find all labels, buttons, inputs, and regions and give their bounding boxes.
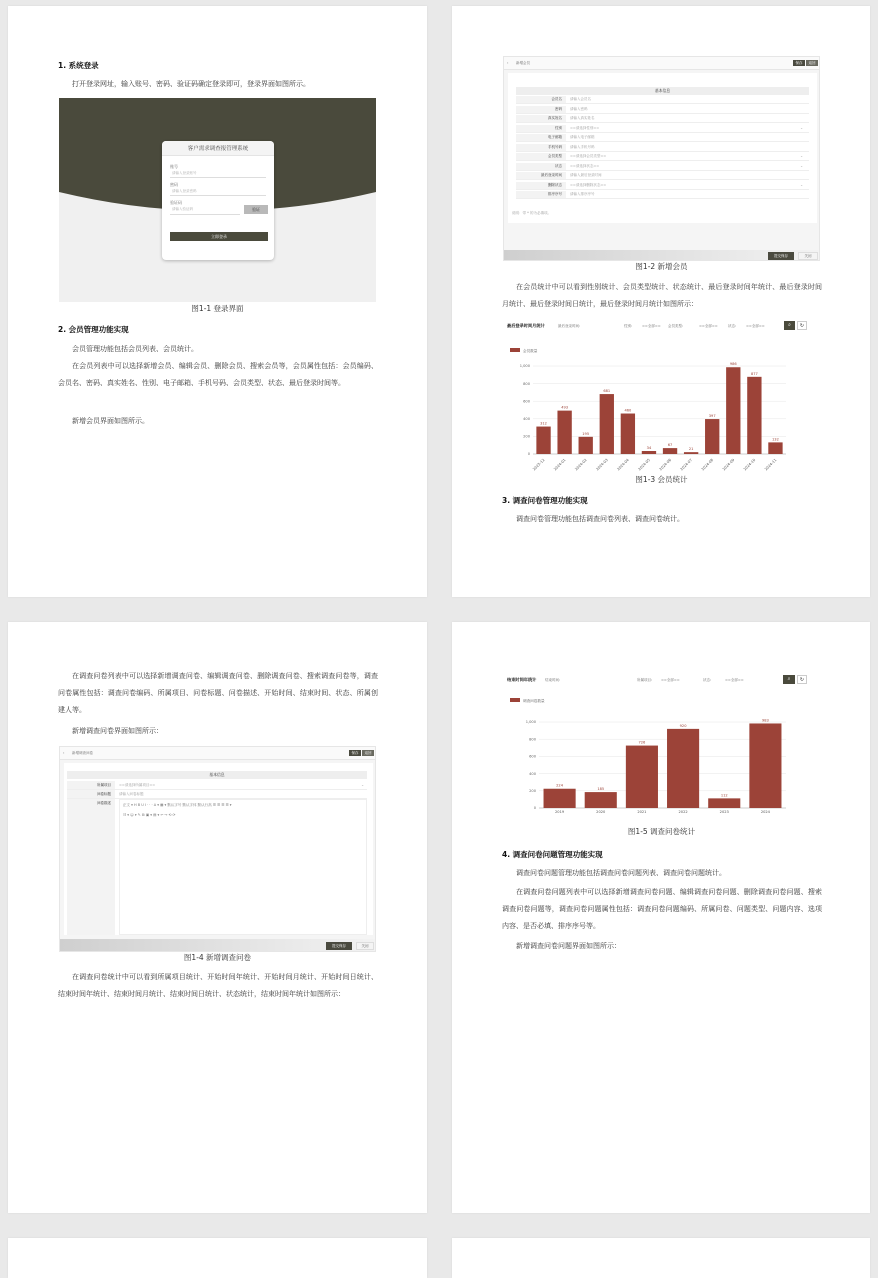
y-tick-label: 400 — [523, 417, 530, 421]
y-tick-label: 600 — [529, 754, 536, 759]
form-row[interactable] — [516, 125, 809, 133]
figure-caption: 图1-1 登录界面 — [191, 304, 244, 313]
x-tick-label: 2024-02 — [574, 458, 588, 472]
save-button[interactable]: 保存 — [349, 750, 361, 756]
form-row-input[interactable]: ==请选择状态== — [570, 163, 600, 168]
login-card — [162, 141, 274, 260]
save-button[interactable]: 保存 — [793, 60, 805, 66]
y-tick-label: 1,000 — [519, 364, 530, 369]
form-row-label: 电子邮箱 — [516, 134, 566, 141]
type-filter-select[interactable]: ==全部== — [699, 324, 718, 328]
member-stats-chart-panel — [503, 320, 820, 472]
chevron-down-icon: ⌄ — [800, 163, 803, 168]
bar — [626, 746, 658, 808]
x-tick-label: 2023-12 — [532, 458, 546, 472]
date-filter-input[interactable] — [581, 322, 619, 329]
data-label: 67 — [667, 443, 673, 448]
refresh-icon[interactable]: ↻ — [797, 675, 807, 684]
paragraph: 在调查问卷列表中可以选择新增调查问卷、编辑调查问卷、删除调查问卷、搜索调查问卷等，调查问卷属性包括：调查问卷编码、所属项目、问卷标题、问卷描述、开始时间、结束时间、状态、所属创建人等。 — [58, 672, 378, 714]
document-page-1 — [8, 6, 427, 597]
status-filter-label: 状态: — [703, 678, 712, 682]
x-tick-label: 2024-05 — [637, 458, 651, 472]
chevron-down-icon: ⌄ — [800, 125, 803, 130]
form-row-label: 会员名 — [516, 96, 566, 103]
bar — [642, 451, 656, 454]
form-row[interactable] — [516, 191, 809, 199]
legend-label: 调查问卷数量 — [523, 699, 545, 703]
status-filter-select[interactable]: ==全部== — [725, 678, 744, 682]
form-row-input[interactable]: 请输入电子邮箱 — [570, 135, 595, 139]
form-row[interactable] — [516, 153, 809, 161]
form-row[interactable] — [516, 134, 809, 142]
x-tick-label: 2023 — [719, 810, 729, 814]
login-screenshot — [59, 98, 376, 302]
y-tick-label: 200 — [529, 789, 536, 793]
y-tick-label: 200 — [523, 434, 530, 439]
paragraph: 在调查问卷问题列表中可以选择新增调查问卷问题、编辑调查问卷问题、删除调查问卷问题、搜索调查问卷问题等，调查问卷问题属性包括：调查问卷问题编码、所属问卷、问题类型、问题内容、选项内容、是否必填、排序序号等。 — [502, 888, 822, 930]
type-filter-label: 会员类型: — [668, 324, 684, 328]
form-row-input[interactable]: 请输入密码 — [570, 106, 588, 111]
bar — [667, 729, 699, 808]
x-tick-label: 2024-04 — [616, 458, 630, 472]
form-panel — [508, 73, 817, 223]
bar — [708, 798, 740, 808]
paragraph: 新增调查问卷界面如图所示： — [72, 727, 163, 735]
date-filter-label: 结束时间: — [545, 678, 561, 682]
legend-swatch — [510, 348, 520, 352]
return-button[interactable]: 返回 — [806, 60, 818, 66]
data-label: 493 — [561, 405, 569, 410]
data-label: 185 — [597, 787, 605, 792]
figure-caption: 图1-5 调查问卷统计 — [627, 827, 696, 836]
x-tick-label: 2024-10 — [742, 458, 757, 472]
data-label: 195 — [582, 431, 590, 436]
status-filter-label: 状态: — [728, 324, 737, 328]
legend-label: 会员数量 — [523, 349, 538, 353]
survey-stats-chart-panel — [503, 672, 820, 822]
back-arrow-icon[interactable]: ‹ — [507, 61, 509, 65]
y-tick-label: 0 — [533, 806, 536, 811]
chevron-down-icon: ⌄ — [361, 783, 364, 787]
submit-button[interactable]: 提交保存 — [326, 942, 352, 950]
bar — [749, 723, 781, 808]
bar — [579, 437, 593, 454]
bar — [585, 792, 617, 808]
paragraph: 调查问卷管理功能包括调查问卷列表、调查问卷统计。 — [516, 515, 684, 523]
x-tick-label: 2024-06 — [658, 458, 673, 472]
form-row-input[interactable]: 请输入排序序号 — [570, 192, 595, 196]
title-input-row[interactable]: 问卷标题 请输入问卷标题 — [67, 790, 367, 799]
data-label: 112 — [720, 793, 728, 798]
date-filter-input[interactable] — [565, 675, 635, 682]
document-page-6 — [452, 1238, 870, 1278]
data-label: 986 — [729, 362, 737, 367]
chart-title: 结束时间年统计 — [507, 677, 537, 682]
paragraph: 会员管理功能包括会员列表、会员统计。 — [72, 345, 198, 353]
figure-caption: 图1-3 会员统计 — [635, 475, 688, 484]
password-input[interactable]: 请输入登录密码 — [170, 188, 266, 196]
section-heading-member: 2. 会员管理功能实现 — [58, 325, 129, 334]
bar — [536, 427, 550, 454]
project-select-row[interactable]: 所属项目 ==请选择所属项目== ⌄ — [67, 781, 367, 790]
form-row[interactable] — [516, 163, 809, 171]
chevron-down-icon: ⌄ — [800, 154, 803, 158]
editor-toolbar[interactable]: 正文 ▾ H B U I · · · A ▾ ▦ ▾ 默认字号 默认字体 默认行高 ☰ ☰ ☰ ☰ ▾ — [123, 803, 232, 807]
x-tick-label: 2019 — [555, 810, 565, 814]
document-page-5 — [8, 1238, 427, 1278]
bar — [557, 411, 571, 454]
project-filter-label: 所属项目: — [637, 678, 653, 682]
form-row-label: 删除状态 — [516, 182, 566, 189]
form-row-label: 密码 — [516, 106, 566, 113]
y-tick-label: 800 — [523, 381, 530, 386]
bar — [726, 367, 740, 454]
form-title: 新增调查问卷 — [72, 751, 93, 755]
form-row-label: 最后登录时间 — [516, 172, 566, 179]
captcha-button[interactable]: 验证 — [244, 205, 268, 214]
paragraph: 新增会员界面如图所示。 — [72, 417, 149, 425]
form-row-input[interactable]: 请输入手机号码 — [570, 144, 595, 149]
form-row-input[interactable]: 请输入会员名 — [570, 97, 591, 101]
date-filter-label: 最后登录时间: — [558, 324, 581, 328]
form-row-label: 手机号码 — [516, 144, 566, 151]
y-tick-label: 400 — [529, 771, 536, 776]
gender-filter-label: 性别: — [624, 324, 633, 328]
captcha-input[interactable]: 请输入验证码 — [170, 206, 240, 215]
data-label: 681 — [603, 389, 611, 394]
bar — [684, 452, 698, 454]
login-button[interactable]: 立即登录 — [170, 232, 268, 241]
data-label: 726 — [638, 740, 646, 745]
close-button[interactable]: 关闭 — [798, 252, 818, 260]
y-tick-label: 600 — [523, 399, 530, 404]
search-icon[interactable]: ⌕ — [783, 675, 795, 684]
editor-toolbar-row2[interactable]: ☷ ▾ ☺ ▾ ✎ ⊞ ▣ ▾ ▤ ▾ ↩ ↪ ⟲ ⟳ — [123, 813, 176, 817]
back-arrow-icon[interactable]: ‹ — [63, 751, 65, 755]
survey-form-screenshot — [59, 746, 376, 952]
submit-button[interactable]: 提交保存 — [768, 252, 794, 260]
form-row-label: 排序序号 — [516, 191, 566, 198]
project-filter-select[interactable]: ==全部== — [661, 678, 680, 682]
bar-chart — [503, 688, 820, 822]
y-tick-label: 0 — [527, 452, 530, 457]
form-panel — [64, 763, 373, 935]
paragraph: 新增调查问卷问题界面如图所示： — [516, 942, 621, 950]
form-row-label: 会员类型 — [516, 153, 566, 160]
paragraph: 调查问卷问题管理功能包括调查问卷问题列表、调查问卷问题统计。 — [516, 869, 726, 877]
data-label: 312 — [540, 421, 547, 426]
gender-filter-select[interactable]: ==全部== — [642, 324, 661, 328]
description-label-cell: 问卷描述 — [67, 799, 115, 935]
bar — [663, 448, 677, 454]
paragraph: 在会员列表中可以选择新增会员、编辑会员、删除会员、搜索会员等，会员属性包括：会员编码、会员名、密码、真实姓名、性别、电子邮箱、手机号码、会员类型、状态、最后登录时间等。 — [58, 362, 378, 387]
bar — [600, 394, 614, 454]
data-label: 21 — [688, 447, 694, 452]
password-label: 密码 — [170, 182, 178, 187]
bar — [544, 789, 576, 808]
document-page-2 — [452, 6, 870, 597]
document-page-3 — [8, 622, 427, 1213]
member-form-screenshot — [503, 56, 820, 261]
account-label: 账号 — [170, 164, 178, 169]
form-row[interactable] — [516, 115, 809, 123]
x-tick-label: 2021 — [637, 810, 647, 814]
document-page-4 — [452, 622, 870, 1213]
close-button[interactable]: 关闭 — [356, 942, 374, 950]
y-tick-label: 800 — [529, 737, 536, 742]
form-row[interactable] — [516, 144, 809, 152]
x-tick-label: 2024-01 — [553, 458, 567, 472]
form-row[interactable] — [516, 106, 809, 114]
form-row[interactable] — [516, 182, 809, 190]
form-row-input[interactable]: ==请选择删除状态== — [570, 182, 607, 187]
form-note: 说明：带 * 的为必填项。 — [512, 211, 551, 215]
legend-swatch — [510, 698, 520, 702]
x-tick-label: 2024-11 — [764, 458, 778, 472]
form-row[interactable] — [516, 96, 809, 104]
status-filter-select[interactable]: ==全部== — [746, 324, 765, 328]
chart-title: 最后登录时间月统计 — [507, 323, 545, 328]
data-label: 460 — [624, 408, 632, 413]
account-input[interactable]: 请输入登录账号 — [170, 170, 266, 178]
section-title: 基本信息 — [67, 771, 367, 779]
form-row-input[interactable]: 请输入最后登录时间 — [570, 173, 602, 177]
x-tick-label: 2022 — [678, 810, 688, 814]
bar — [705, 419, 719, 454]
x-tick-label: 2020 — [596, 810, 606, 814]
paragraph: 在会员统计中可以看到性别统计、会员类型统计、状态统计、最后登录时间年统计、最后登录时间月统计、最后登录时间日统计，最后登录时间月统计如图所示： — [502, 283, 822, 308]
return-button[interactable]: 返回 — [362, 750, 374, 756]
x-tick-label: 2024-03 — [595, 458, 609, 472]
form-row-input[interactable]: ==请选择性别== — [570, 125, 600, 130]
captcha-label: 验证码 — [170, 200, 182, 205]
data-label: 397 — [708, 414, 716, 419]
bar-chart — [503, 334, 820, 472]
data-label: 132 — [772, 437, 779, 442]
form-row-label: 状态 — [516, 163, 566, 170]
section-heading-login: 1. 系统登录 — [58, 61, 99, 70]
figure-caption: 图1-2 新增会员 — [635, 262, 688, 271]
section-title: 基本信息 — [516, 87, 809, 95]
form-row-label: 性别 — [516, 125, 566, 132]
form-row-input[interactable]: ==请选择会员类型== — [570, 154, 607, 158]
paragraph: 在调查问卷统计中可以看到所属项目统计、开始时间年统计、开始时间月统计、开始时间日统计、结束时间年统计、结束时间月统计、结束时间日统计、状态统计，结束时间年统计如图所示： — [58, 973, 378, 998]
x-tick-label: 2024-07 — [679, 458, 694, 472]
bar — [621, 414, 635, 454]
figure-caption: 图1-4 新增调查问卷 — [183, 953, 252, 962]
bar — [747, 377, 761, 454]
section-heading-question: 4. 调查问卷问题管理功能实现 — [502, 850, 603, 859]
form-row-label: 真实姓名 — [516, 115, 566, 122]
refresh-icon[interactable]: ↻ — [797, 321, 807, 330]
paragraph: 打开登录网址，输入账号、密码、验证码确定登录即可，登录界面如图所示。 — [72, 80, 310, 88]
data-label: 920 — [679, 723, 687, 728]
rich-text-editor[interactable] — [119, 799, 367, 935]
login-title: 客户需求调查报管理系统 — [187, 146, 249, 152]
x-tick-label: 2024 — [760, 810, 770, 814]
data-label: 224 — [556, 783, 564, 788]
data-label: 983 — [761, 718, 769, 723]
x-tick-label: 2024-08 — [700, 458, 715, 472]
form-row[interactable] — [516, 172, 809, 180]
form-row-input[interactable]: 请输入真实姓名 — [570, 116, 595, 120]
data-label: 34 — [646, 446, 652, 451]
form-title: 新增会员 — [516, 61, 530, 65]
x-tick-label: 2024-09 — [721, 458, 736, 472]
search-icon[interactable]: ⌕ — [784, 321, 795, 330]
bar — [768, 442, 782, 454]
y-tick-label: 1,000 — [525, 720, 536, 725]
section-heading-survey: 3. 调查问卷管理功能实现 — [502, 496, 588, 505]
data-label: 877 — [750, 371, 758, 376]
chevron-down-icon: ⌄ — [800, 182, 803, 187]
